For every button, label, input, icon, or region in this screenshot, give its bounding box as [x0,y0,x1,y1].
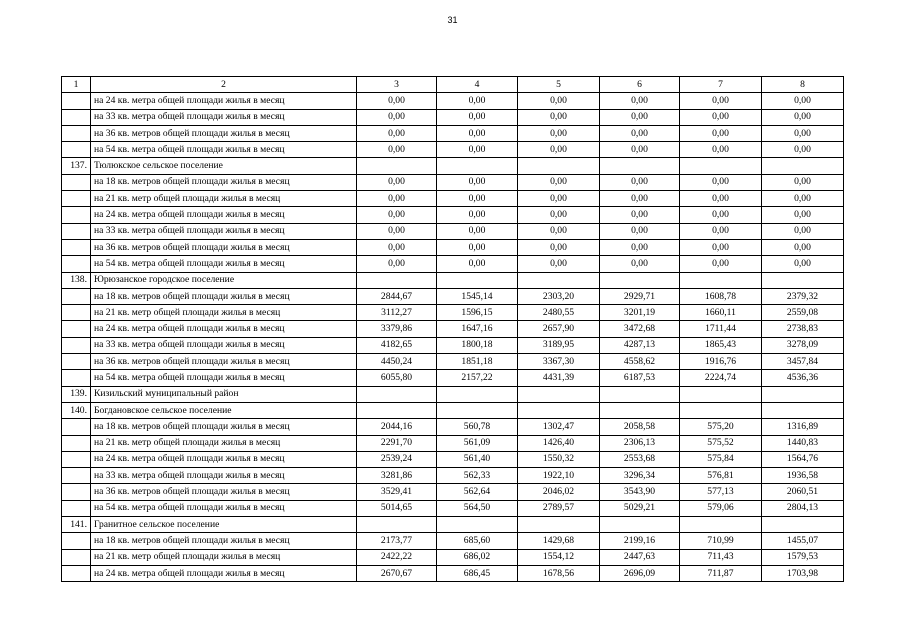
row-name-cell: на 21 кв. метр общей площади жилья в месяц [91,435,357,451]
table-row [62,533,844,549]
row-name-cell: на 18 кв. метров общей площади жилья в месяц [91,419,357,435]
table-row [62,484,844,500]
row-name-cell: на 54 кв. метра общей площади жилья в месяц [91,142,357,158]
row-name-cell: на 21 кв. метр общей площади жилья в месяц [91,191,357,207]
row-name-cell: на 54 кв. метра общей площади жилья в месяц [91,256,357,272]
value-cell: 3281,86 [357,468,437,484]
table-row [62,109,844,125]
value-cell: 3529,41 [357,484,437,500]
value-cell: 0,00 [518,125,600,141]
value-cell: 0,00 [600,191,680,207]
value-cell [680,272,762,288]
value-cell: 0,00 [357,125,437,141]
value-cell: 561,09 [437,435,518,451]
table-row [62,565,844,581]
value-cell: 1596,15 [437,305,518,321]
table-row [62,500,844,516]
value-cell [600,272,680,288]
value-cell: 0,00 [357,256,437,272]
value-cell: 710,99 [680,533,762,549]
table-header-row [62,77,844,93]
value-cell: 0,00 [600,142,680,158]
value-cell: 0,00 [600,125,680,141]
value-cell [357,517,437,533]
table-row [62,451,844,467]
value-cell: 0,00 [762,142,844,158]
row-number-cell [62,142,91,158]
value-cell: 2804,13 [762,500,844,516]
table-row [62,305,844,321]
value-cell: 1851,18 [437,354,518,370]
row-number-cell [62,305,91,321]
value-cell: 2060,51 [762,484,844,500]
row-number-cell [62,109,91,125]
value-cell: 0,00 [437,239,518,255]
value-cell: 1936,58 [762,468,844,484]
row-number-cell [62,451,91,467]
value-cell: 1429,68 [518,533,600,549]
value-cell: 1545,14 [437,288,518,304]
value-cell: 0,00 [518,93,600,109]
table-row [62,256,844,272]
row-number-cell: 137. [62,158,91,174]
value-cell: 0,00 [762,256,844,272]
value-cell [437,158,518,174]
table-row [62,239,844,255]
value-cell [357,402,437,418]
table-row [62,402,844,418]
value-cell: 2224,74 [680,370,762,386]
value-cell: 0,00 [762,207,844,223]
table-row [62,370,844,386]
row-number-cell [62,370,91,386]
value-cell: 1922,10 [518,468,600,484]
value-cell: 579,06 [680,500,762,516]
row-number-cell: 141. [62,517,91,533]
value-cell: 0,00 [357,207,437,223]
value-cell [680,517,762,533]
table-row [62,272,844,288]
row-name-cell: на 36 кв. метров общей площади жилья в месяц [91,484,357,500]
value-cell: 1916,76 [680,354,762,370]
column-header: 5 [518,77,600,93]
table-row [62,174,844,190]
value-cell: 3112,27 [357,305,437,321]
value-cell: 2058,58 [600,419,680,435]
value-cell: 560,78 [437,419,518,435]
table-row [62,158,844,174]
value-cell: 0,00 [680,174,762,190]
value-cell: 0,00 [437,142,518,158]
value-cell [357,272,437,288]
value-cell [762,386,844,402]
row-number-cell [62,533,91,549]
value-cell: 0,00 [762,174,844,190]
value-cell: 0,00 [357,223,437,239]
row-name-cell: на 18 кв. метров общей площади жилья в месяц [91,174,357,190]
value-cell: 0,00 [437,223,518,239]
row-name-cell: на 24 кв. метра общей площади жилья в месяц [91,565,357,581]
value-cell: 0,00 [680,125,762,141]
value-cell: 0,00 [437,256,518,272]
table-row [62,517,844,533]
value-cell: 1647,16 [437,321,518,337]
row-name-cell: на 36 кв. метров общей площади жилья в месяц [91,354,357,370]
value-cell: 0,00 [680,239,762,255]
value-cell: 0,00 [680,191,762,207]
row-number-cell [62,223,91,239]
value-cell: 1608,78 [680,288,762,304]
value-cell: 564,50 [437,500,518,516]
row-number-cell [62,419,91,435]
row-number-cell [62,354,91,370]
value-cell: 2046,02 [518,484,600,500]
value-cell: 0,00 [357,191,437,207]
row-name-cell: на 24 кв. метра общей площади жилья в месяц [91,207,357,223]
value-cell: 0,00 [357,174,437,190]
value-cell: 0,00 [518,174,600,190]
row-name-cell: Юрюзанское городское поселение [91,272,357,288]
value-cell: 1711,44 [680,321,762,337]
value-cell [600,517,680,533]
value-cell: 711,87 [680,565,762,581]
value-cell: 561,40 [437,451,518,467]
value-cell: 0,00 [437,174,518,190]
row-name-cell: на 36 кв. метров общей площади жилья в месяц [91,125,357,141]
value-cell: 4450,24 [357,354,437,370]
value-cell: 4431,39 [518,370,600,386]
row-name-cell: Кизильский муниципальный район [91,386,357,402]
value-cell: 2844,67 [357,288,437,304]
value-cell [437,517,518,533]
value-cell: 2480,55 [518,305,600,321]
value-cell [518,272,600,288]
value-cell: 0,00 [680,142,762,158]
value-cell: 0,00 [518,239,600,255]
value-cell: 577,13 [680,484,762,500]
value-cell: 0,00 [357,142,437,158]
value-cell: 0,00 [762,93,844,109]
value-cell: 575,84 [680,451,762,467]
value-cell: 0,00 [518,109,600,125]
value-cell: 1579,53 [762,549,844,565]
value-cell: 3278,09 [762,337,844,353]
table-row [62,223,844,239]
value-cell: 3296,34 [600,468,680,484]
column-header: 7 [680,77,762,93]
row-number-cell [62,191,91,207]
value-cell: 0,00 [518,256,600,272]
value-cell: 4536,36 [762,370,844,386]
table-row [62,549,844,565]
value-cell: 2422,22 [357,549,437,565]
value-cell: 0,00 [437,191,518,207]
row-number-cell [62,500,91,516]
value-cell: 0,00 [518,191,600,207]
row-name-cell: на 21 кв. метр общей площади жилья в месяц [91,549,357,565]
value-cell: 2559,08 [762,305,844,321]
value-cell: 0,00 [437,125,518,141]
row-number-cell [62,256,91,272]
row-name-cell: на 24 кв. метра общей площади жилья в месяц [91,451,357,467]
value-cell: 1800,18 [437,337,518,353]
value-cell: 0,00 [357,239,437,255]
value-cell: 575,20 [680,419,762,435]
value-cell: 0,00 [357,93,437,109]
row-name-cell: на 33 кв. метра общей площади жилья в месяц [91,468,357,484]
value-cell [680,402,762,418]
value-cell [437,272,518,288]
row-name-cell: на 24 кв. метра общей площади жилья в месяц [91,93,357,109]
value-cell: 4287,13 [600,337,680,353]
value-cell: 0,00 [600,207,680,223]
table-row [62,125,844,141]
value-cell [680,386,762,402]
value-cell: 2447,63 [600,549,680,565]
table-row [62,354,844,370]
value-cell [518,386,600,402]
value-cell: 1302,47 [518,419,600,435]
row-number-cell [62,239,91,255]
row-number-cell [62,207,91,223]
value-cell: 0,00 [518,207,600,223]
value-cell: 0,00 [680,109,762,125]
value-cell: 2696,09 [600,565,680,581]
value-cell: 5014,65 [357,500,437,516]
value-cell [357,158,437,174]
value-cell [600,402,680,418]
value-cell: 1550,32 [518,451,600,467]
table-row [62,468,844,484]
column-header: 8 [762,77,844,93]
value-cell: 0,00 [600,256,680,272]
value-cell: 2044,16 [357,419,437,435]
table-row [62,435,844,451]
row-number-cell [62,125,91,141]
value-cell [600,386,680,402]
table-row [62,288,844,304]
row-number-cell [62,337,91,353]
value-cell: 3379,86 [357,321,437,337]
value-cell: 3543,90 [600,484,680,500]
table-row [62,142,844,158]
table-row [62,337,844,353]
value-cell: 575,52 [680,435,762,451]
value-cell: 2291,70 [357,435,437,451]
value-cell: 0,00 [680,223,762,239]
row-number-cell [62,468,91,484]
row-name-cell: Богдановское сельское поселение [91,402,357,418]
tariff-table [61,76,844,582]
value-cell: 4558,62 [600,354,680,370]
value-cell: 1426,40 [518,435,600,451]
page-number: 31 [447,15,458,25]
row-name-cell: на 18 кв. метров общей площади жилья в месяц [91,533,357,549]
value-cell: 2303,20 [518,288,600,304]
value-cell: 1564,76 [762,451,844,467]
value-cell: 3472,68 [600,321,680,337]
value-cell: 1660,11 [680,305,762,321]
table-row [62,207,844,223]
row-name-cell: на 24 кв. метра общей площади жилья в месяц [91,321,357,337]
table-row [62,419,844,435]
value-cell: 1865,43 [680,337,762,353]
value-cell: 562,64 [437,484,518,500]
value-cell: 3189,95 [518,337,600,353]
value-cell: 3201,19 [600,305,680,321]
row-number-cell [62,93,91,109]
row-number-cell: 140. [62,402,91,418]
value-cell: 711,43 [680,549,762,565]
value-cell: 576,81 [680,468,762,484]
row-name-cell: на 54 кв. метра общей площади жилья в месяц [91,500,357,516]
row-name-cell: Гранитное сельское поселение [91,517,357,533]
value-cell: 1316,89 [762,419,844,435]
column-header: 6 [600,77,680,93]
row-number-cell [62,565,91,581]
value-cell: 0,00 [600,174,680,190]
row-number-cell [62,321,91,337]
value-cell: 0,00 [762,125,844,141]
value-cell: 6055,80 [357,370,437,386]
value-cell: 0,00 [518,142,600,158]
row-name-cell: на 54 кв. метра общей площади жилья в месяц [91,370,357,386]
value-cell: 2738,83 [762,321,844,337]
value-cell: 0,00 [600,223,680,239]
row-number-cell: 139. [62,386,91,402]
value-cell: 0,00 [762,191,844,207]
value-cell: 0,00 [680,256,762,272]
column-header: 1 [62,77,91,93]
row-number-cell [62,288,91,304]
value-cell: 0,00 [762,109,844,125]
value-cell: 2657,90 [518,321,600,337]
value-cell: 685,60 [437,533,518,549]
value-cell [762,272,844,288]
value-cell: 2539,24 [357,451,437,467]
value-cell: 0,00 [437,93,518,109]
value-cell: 1554,12 [518,549,600,565]
value-cell: 4182,65 [357,337,437,353]
row-number-cell [62,484,91,500]
value-cell: 6187,53 [600,370,680,386]
table-row [62,93,844,109]
row-name-cell: на 33 кв. метра общей площади жилья в месяц [91,337,357,353]
value-cell [762,158,844,174]
row-number-cell: 138. [62,272,91,288]
value-cell: 2553,68 [600,451,680,467]
row-name-cell: Тюлюкское сельское поселение [91,158,357,174]
value-cell: 686,45 [437,565,518,581]
value-cell [762,517,844,533]
value-cell: 0,00 [762,239,844,255]
value-cell: 0,00 [680,207,762,223]
value-cell: 0,00 [437,207,518,223]
value-cell [600,158,680,174]
value-cell: 562,33 [437,468,518,484]
value-cell: 0,00 [680,93,762,109]
row-name-cell: на 33 кв. метра общей площади жилья в месяц [91,109,357,125]
row-number-cell [62,435,91,451]
value-cell: 0,00 [762,223,844,239]
value-cell: 0,00 [600,239,680,255]
value-cell [762,402,844,418]
value-cell: 2199,16 [600,533,680,549]
value-cell [437,386,518,402]
value-cell: 2173,77 [357,533,437,549]
value-cell [518,158,600,174]
value-cell: 2929,71 [600,288,680,304]
value-cell: 1455,07 [762,533,844,549]
value-cell: 0,00 [437,109,518,125]
column-header: 2 [91,77,357,93]
value-cell: 1703,98 [762,565,844,581]
table-row [62,321,844,337]
value-cell: 0,00 [600,109,680,125]
value-cell: 0,00 [600,93,680,109]
value-cell [518,402,600,418]
value-cell [680,158,762,174]
value-cell: 1440,83 [762,435,844,451]
value-cell: 2306,13 [600,435,680,451]
value-cell: 2789,57 [518,500,600,516]
value-cell [357,386,437,402]
column-header: 3 [357,77,437,93]
value-cell: 686,02 [437,549,518,565]
value-cell: 2157,22 [437,370,518,386]
value-cell: 3367,30 [518,354,600,370]
value-cell: 1678,56 [518,565,600,581]
value-cell: 2379,32 [762,288,844,304]
value-cell: 0,00 [518,223,600,239]
value-cell: 5029,21 [600,500,680,516]
row-number-cell [62,549,91,565]
value-cell: 2670,67 [357,565,437,581]
value-cell [437,402,518,418]
value-cell: 3457,84 [762,354,844,370]
value-cell [518,517,600,533]
value-cell: 0,00 [357,109,437,125]
row-number-cell [62,174,91,190]
column-header: 4 [437,77,518,93]
row-name-cell: на 36 кв. метров общей площади жилья в месяц [91,239,357,255]
table-row [62,386,844,402]
row-name-cell: на 33 кв. метра общей площади жилья в месяц [91,223,357,239]
row-name-cell: на 21 кв. метр общей площади жилья в месяц [91,305,357,321]
row-name-cell: на 18 кв. метров общей площади жилья в месяц [91,288,357,304]
table-row [62,191,844,207]
